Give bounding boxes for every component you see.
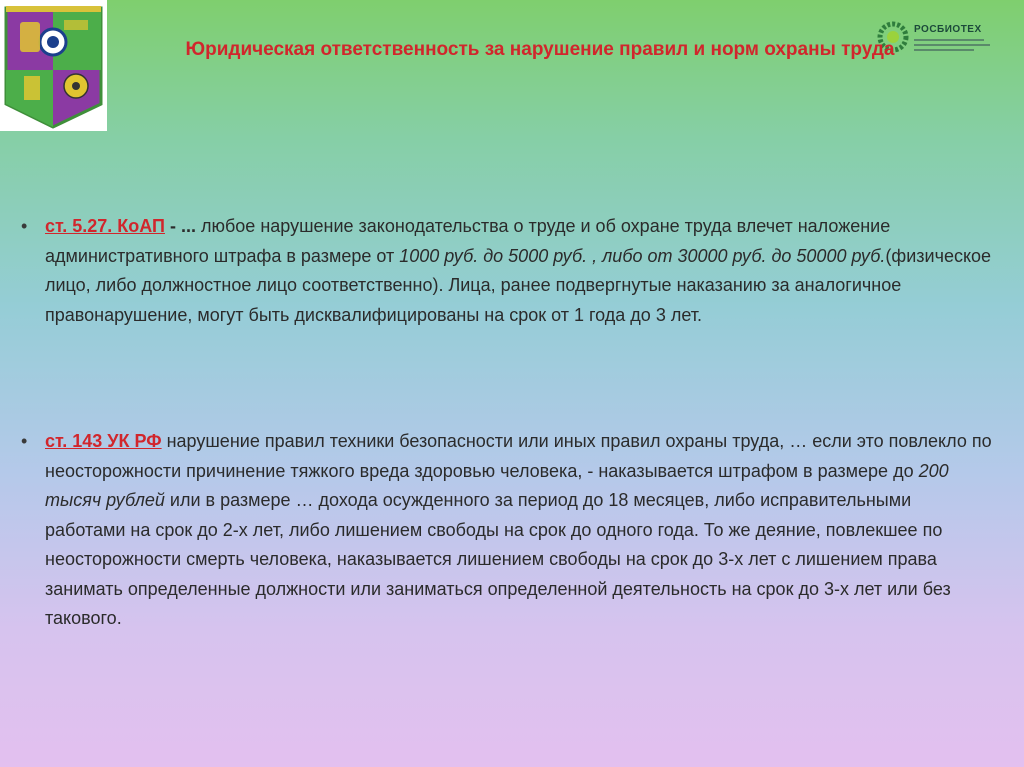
fine-amount: 200 тысяч рублей bbox=[45, 460, 949, 510]
text-part: (физическое лицо, либо должностное лицо соответственно). Лица, ранее подвергнутые наказанию за аналогичное правонарушение, могут быть дисквалифицированы на срок от 1 года до 3 лет. bbox=[45, 245, 992, 325]
ellipsis: ... bbox=[180, 216, 196, 236]
text-part: или в размере … дохода осужденного за период до 18 месяцев, либо исправительными работами на срок до 2-х лет, либо лишением свободы на срок до одного года. То же деяние, повлекшее по неосторожности смерть человека, наказывается лишением свободы на срок до 3-х лет с лишением права занимать определенные должности или заниматься определенной деятельность на срок до 3-х лет или без такового. bbox=[45, 490, 951, 628]
logo-name: РОСБИОТЕХ bbox=[914, 24, 982, 35]
page-title: Юридическая ответственность за нарушение правил и норм охраны труда bbox=[185, 39, 895, 60]
bullet-item-uk bbox=[21, 427, 995, 634]
bullet-icon: • bbox=[21, 431, 28, 451]
text-part: нарушение правил техники безопасности или иных правил охраны труда, … если это повлекло по неосторожности причинение тяжкого вреда здоровью человека, - наказывается штрафом в размере до bbox=[45, 431, 992, 481]
bullet-icon: • bbox=[21, 216, 28, 236]
fine-amounts: 1000 руб. до 5000 руб. , либо от 30000 руб. до 50000 руб. bbox=[399, 245, 886, 266]
text-part: любое нарушение законодательства о труде и об охране труда влечет наложение административного штрафа в размере от bbox=[45, 216, 891, 266]
law-reference-uk: ст. 143 УК РФ bbox=[45, 431, 162, 451]
bullet-item-koap bbox=[21, 212, 995, 330]
university-emblem-icon bbox=[0, 0, 107, 131]
law-reference-koap: ст. 5.27. КоАП bbox=[45, 216, 165, 236]
emblem-container bbox=[0, 0, 107, 131]
separator: - bbox=[164, 216, 181, 236]
